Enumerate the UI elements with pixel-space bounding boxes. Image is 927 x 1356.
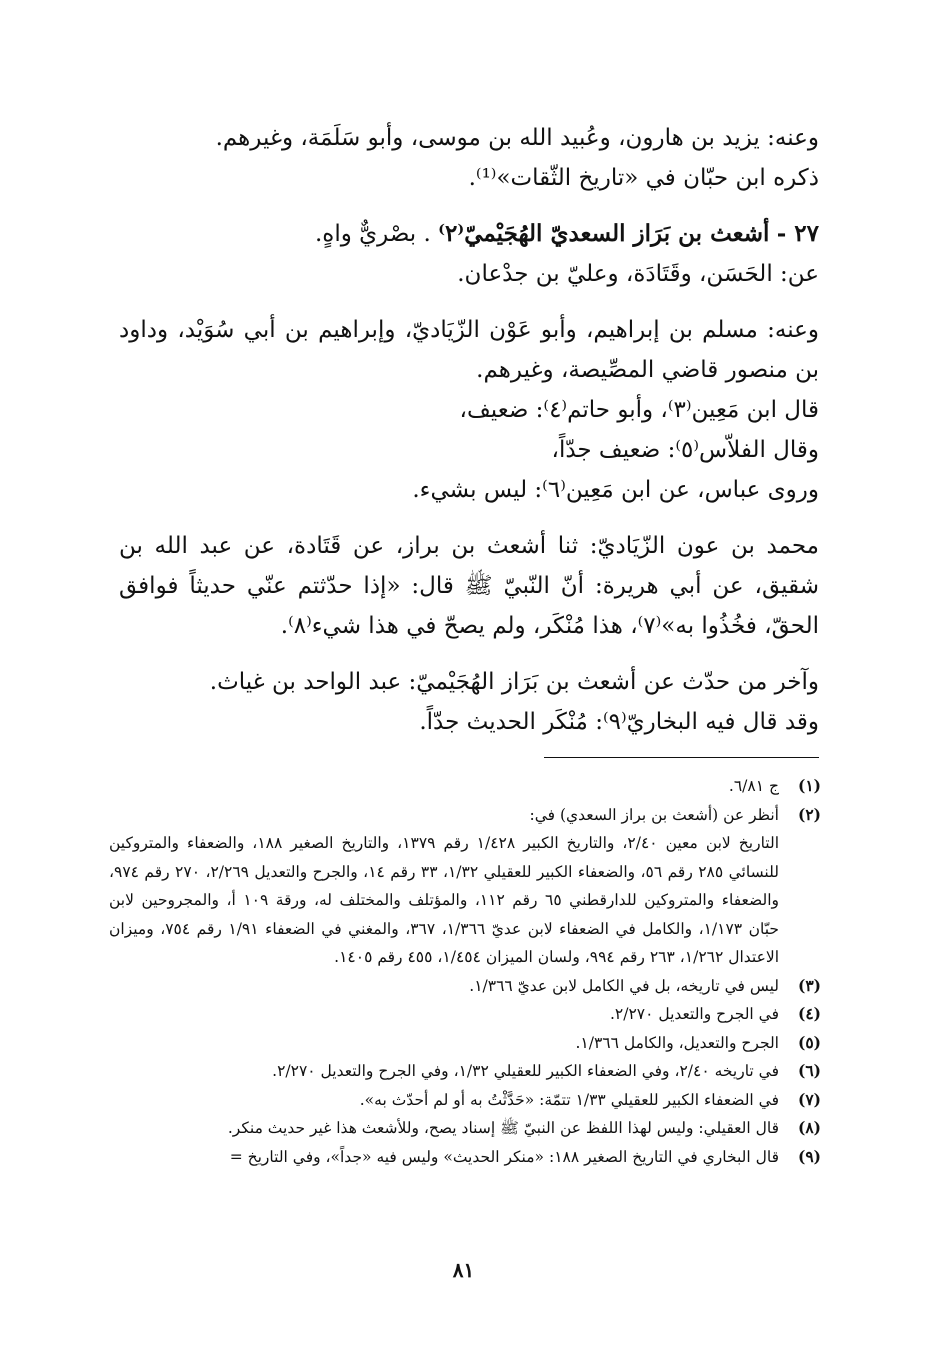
footnote-text: الجرح والتعديل، والكامل ١/٣٦٦. [575,1033,779,1052]
entry-description: . بصْريٌّ واهٍ. [314,221,431,247]
verdict-line-2: وقال الفلاّس⁽٥⁾: ضعيف جدّاً، [551,437,819,463]
page-number: ٨١ [452,1258,475,1282]
footnote-text: قال البخاري في التاريخ الصغير ١٨٨: «منكر الحديث» وليس فيه «جداً»، وفي التاريخ = [229,1147,779,1166]
footnote-number: (٥) [797,1032,821,1052]
narrators-from-line: وعنه: يزيد بن هارون، وعُبيد الله بن موسى، وأبو سَلَمَة، وغيرهم. [215,125,819,151]
footnote-text: أنظر عن (أشعث بن براز السعدي) في: [529,805,779,824]
footnote-text: ج ٦/٨١. [728,777,779,795]
main-text [119,118,819,742]
footnote [109,1000,821,1029]
entry-number: ٢٧ - [776,220,819,247]
footnote-number: (٩) [797,1146,821,1166]
footnote-number: (٦) [797,1061,821,1080]
hadith-paragraph: محمد بن عون الزّيَاديّ: ثنا أشعث بن براز، عن قَتَادة، عن عبد الله بن شقيق، عن أبي هريرة: أنّ النّبيّ ﷺ قال: «إذا حدّثتم عنّي حديثاً فوافق الحقّ، فخُذُوا به»⁽٧⁾، هذا مُنْكَر، ولم يصحّ في هذا شيء⁽٨⁾. [119,533,819,639]
footnote-text: قال العقيلي: وليس لهذا اللفظ عن النبيّ ﷺ إسناد يصح، وللأشعث هذا غير حديث منكر. [227,1119,779,1137]
footnote-number: (٣) [797,975,821,995]
footnote-text: في الجرح والتعديل ٢/٢٧٠. [609,1005,779,1023]
footnote [109,1143,821,1172]
last-narrator-line: وآخر من حدّث عن أشعث بن بَرَاز الهُجَيْميّ: عبد الواحد بن غياث. [209,669,819,695]
verdict-line-3: وروى عباس، عن ابن مَعِين⁽٦⁾: ليس بشيء. [412,477,819,503]
footnote [109,1114,821,1143]
entry-name: أشعث بن بَرَاز السعديّ الهُجَيْميّ⁽٢⁾ [438,220,770,247]
footnote [109,1086,821,1115]
footnote-text: في الضعفاء الكبير للعقيلي ١/٣٣ تتمّة: «حَدَّثْتُ به أو لم أحدّث به». [359,1090,779,1109]
footnotes [109,772,821,1171]
footnote-number: (٧) [797,1089,821,1109]
footnote-number: (٤) [797,1004,821,1023]
footnote-divider [544,757,819,758]
footnote-number: (٨) [797,1118,821,1137]
footnote-sources: التاريخ لابن معين ٢/٤٠، والتاريخ الكبير ١/٤٢٨ رقم ١٣٧٩، والتاريخ الصغير ١٨٨، والضعفاء والمتروكين للنسائي ٢٨٥ رقم ٥٦، والضعفاء الكبير للعقيلي ١/٣٢، ٣٣ رقم ١٤، والجرح والتعديل ٢/٢٦٩، ٢٧٠ رقم ٩٧٤، والضعفاء والمتروكين للدارقطني ٦٥ رقم ١١٢، والمؤتلف والمختلف له، ورقة ١٠٩ أ، والمجروحين لابن حبّان ١/١٧٣، والكامل في الضعفاء لابن عديّ ١/٣٦٦، ٣٦٧، والمغني في الضعفاء ١/٩١ رقم ٧٥٤، وميزان الاعتدال ١/٢٦٢، ٢٦٣ رقم ٩٩٤، ولسان الميزان ١/٤٥٤، ٤٥٥ رقم ١٤٠٥. [109,834,779,966]
footnote-text: في تاريخه ٢/٤٠، وفي الضعفاء الكبير للعقيلي ١/٣٢، وفي الجرح والتعديل ٢/٢٧٠. [272,1062,779,1080]
footnote-text: ليس في تاريخه، بل في الكامل لابن عديّ ١/٣٦٦. [469,976,779,995]
verdict-line-1: قال ابن مَعِين⁽٣⁾، وأبو حاتم⁽٤⁾: ضعيف، [459,397,819,423]
students-paragraph: وعنه: مسلم بن إبراهيم، وأبو عَوْن الزّيَاديّ، وإبراهيم بن أبي سُوَيْد، وداود بن منصور قاضي المصِّيصة، وغيرهم. [119,317,819,383]
bukhari-verdict-line: وقد قال فيه البخاريّ⁽٩⁾: مُنْكَر الحديث جدّاً. [419,709,819,735]
footnote-number: (١) [797,776,821,795]
footnote [109,972,821,1001]
footnote [109,801,821,830]
teachers-line: عن: الحَسَن، وقَتَادَة، وعليّ بن جدْعان. [457,261,819,287]
footnote [109,1057,821,1086]
footnote [109,1029,821,1058]
footnote-number: (٢) [797,804,821,824]
footnote [109,772,821,801]
citation-line: ذكره ابن حبّان في «تاريخ الثّقات»⁽¹⁾. [468,165,819,191]
biography-entry-heading [119,214,819,254]
